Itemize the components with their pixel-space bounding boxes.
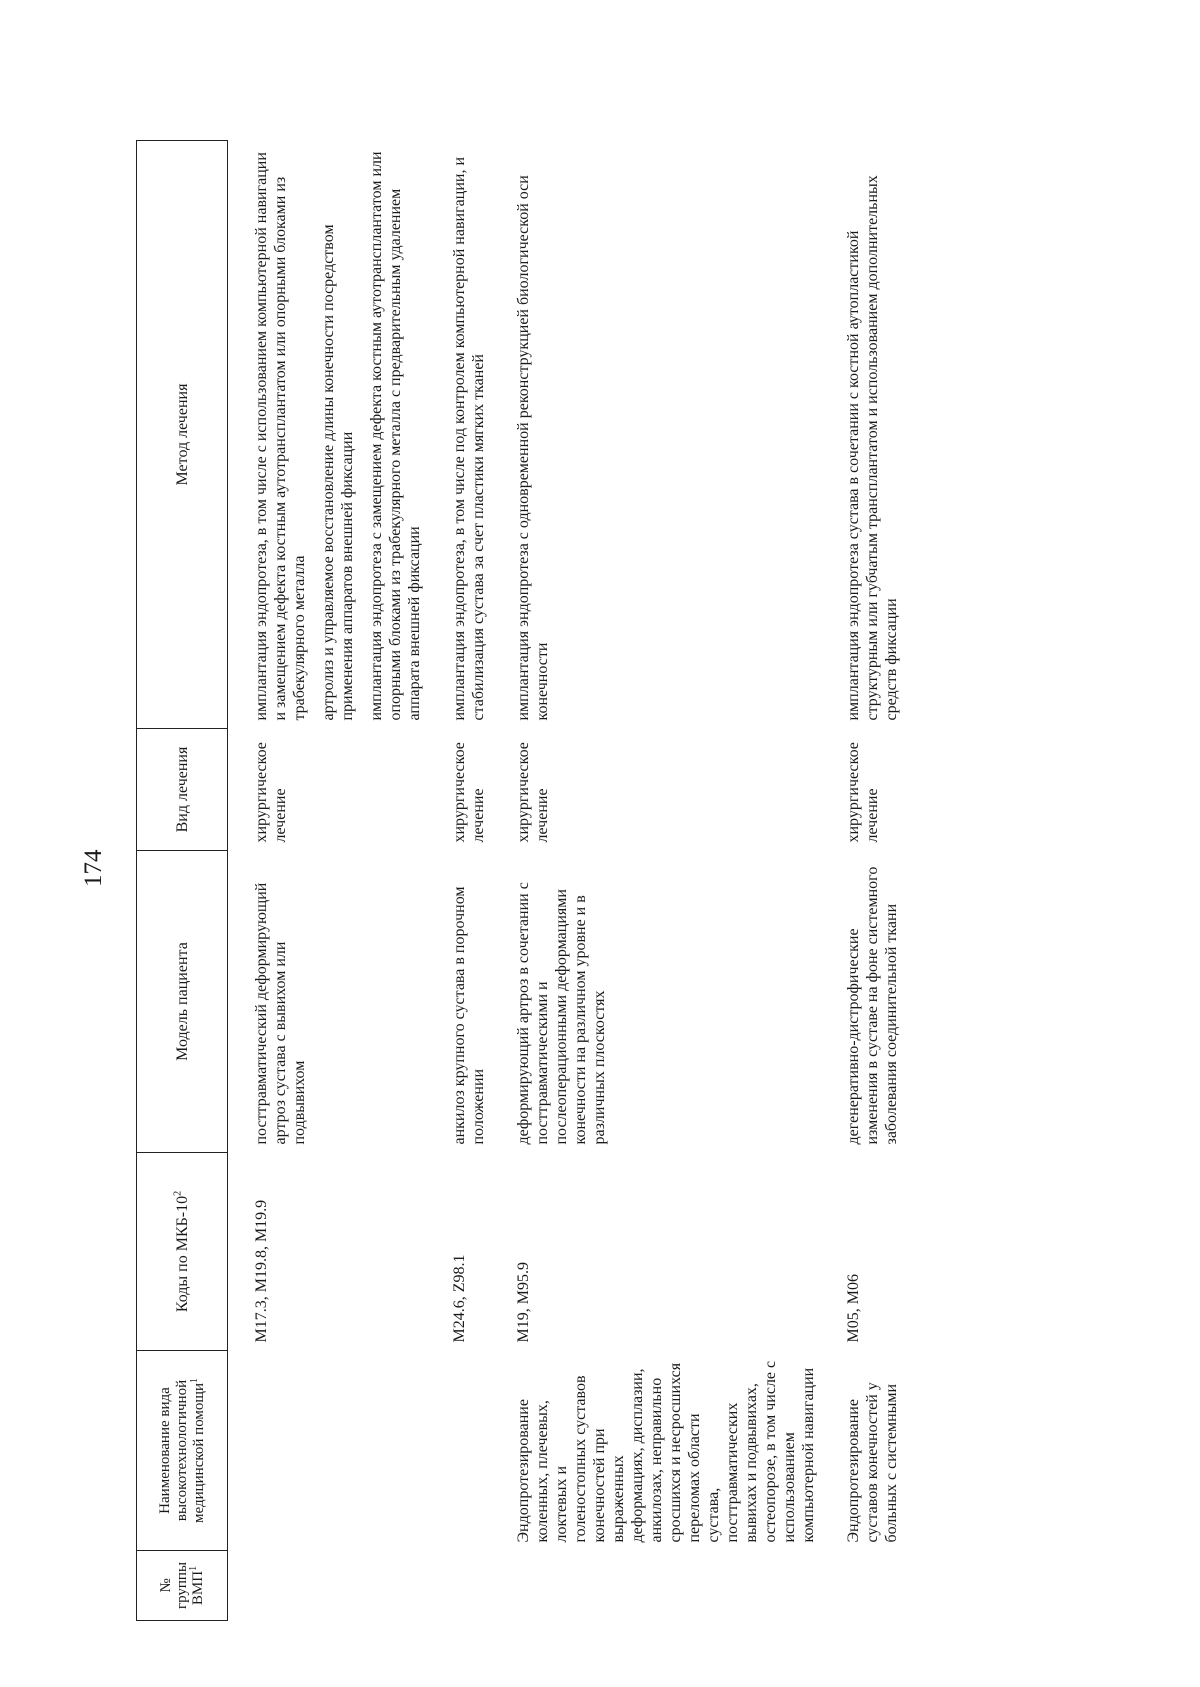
row-spacer <box>426 141 444 1621</box>
cell-group-number <box>838 1551 903 1621</box>
cell-icd-codes: M05, M06 <box>845 1274 862 1343</box>
method-item: артролиз и управляемое восстановление длины конечности посредством применения аппаратов внешней фиксации <box>320 224 356 721</box>
cell-treatment-methods <box>508 141 820 729</box>
method-item: имплантация эндопротеза сустава в сочетании с костной аутопластикой структурным или губчатым трансплантатом и использованием дополнительных средств фиксации <box>845 175 900 721</box>
header-care-name: Наименование вида высокотехнологичной медицинской помощи$^1$ <box>137 1351 228 1551</box>
header-treatment-type: Вид лечения <box>137 729 228 851</box>
cell-treatment-methods <box>444 141 490 729</box>
header-icd-codes: Коды по МКБ-$10^2$ <box>137 1153 228 1351</box>
rotated-page <box>0 87 1120 1687</box>
cell-treatment-methods <box>838 141 903 729</box>
cell-treatment-methods <box>246 141 426 729</box>
treatment-table <box>136 140 903 1621</box>
cell-treatment-type: хирургическое лечение <box>515 742 551 843</box>
table-row <box>444 141 490 1621</box>
cell-patient-model: дегенеративно-дистрофические изменения в суставе на фоне системного заболевания соединительной ткани <box>845 866 900 1145</box>
cell-treatment-type: хирургическое лечение <box>451 742 487 843</box>
row-spacer <box>228 141 247 1621</box>
cell-icd-codes: M24.6, Z98.1 <box>451 1254 468 1343</box>
header-group-number: № группы ВМП$^1$ <box>137 1551 228 1621</box>
table-header-row <box>137 141 228 1621</box>
row-spacer <box>820 141 838 1621</box>
table-row <box>508 141 820 1621</box>
cell-care-name: Эндопротезирование коленных, плечевых, локтевых и голеностопных суставов конечностей при выраженных деформациях, дисплазии, анкилозах, неправильно сросшихся и несросшихся переломах области сустава, посттравматических вывихах и подвывихах, остеопорозе, в том числе с использованием компьютерной навигации <box>515 1360 817 1543</box>
cell-treatment-type: хирургическое лечение <box>845 742 881 843</box>
method-item: имплантация эндопротеза, в том числе с использованием компьютерной навигации и замещением дефекта костным аутотрансплантатом или опорными блоками из трабекулярного металла <box>253 152 308 721</box>
method-item: имплантация эндопротеза с замещением дефекта костным аутотрансплантатом или опорными блоками из трабекулярного металла с предварительным удалением аппарата внешней фиксации <box>368 151 423 721</box>
cell-icd-codes: M17.3, M19.8, M19.9 <box>253 1199 270 1343</box>
cell-icd-codes: M19, M95.9 <box>515 1262 532 1343</box>
header-patient-model: Модель пациента <box>137 851 228 1153</box>
cell-care-name: Эндопротезирование суставов конечностей у больных с системными <box>845 1382 900 1543</box>
cell-patient-model: анкилоз крупного сустава в порочном положении <box>451 886 487 1145</box>
cell-group-number <box>246 1551 426 1621</box>
cell-patient-model: посттравматический деформирующий артроз сустава с вывихом или подвывихом <box>253 882 308 1145</box>
table-row <box>838 141 903 1621</box>
table-row <box>246 141 426 1621</box>
row-spacer <box>490 141 508 1621</box>
header-treatment-method: Метод лечения <box>137 141 228 729</box>
cell-group-number <box>444 1551 490 1621</box>
cell-group-number <box>508 1551 820 1621</box>
page-number: 174 <box>80 849 107 887</box>
method-item: имплантация эндопротеза с одновременной реконструкцией биологической оси конечности <box>515 175 551 721</box>
treatment-table-wrapper <box>136 141 903 1621</box>
cell-patient-model: деформирующий артроз в сочетании с посттравматическими и послеоперационными деформациями конечности на различном уровне и в различных плоскостях <box>515 882 608 1145</box>
cell-care-name <box>246 1351 426 1551</box>
cell-care-name <box>444 1351 490 1551</box>
method-item: имплантация эндопротеза, в том числе под контролем компьютерной навигации, и стабилизация сустава за счет пластики мягких тканей <box>451 156 487 721</box>
cell-treatment-type: хирургическое лечение <box>253 742 289 843</box>
